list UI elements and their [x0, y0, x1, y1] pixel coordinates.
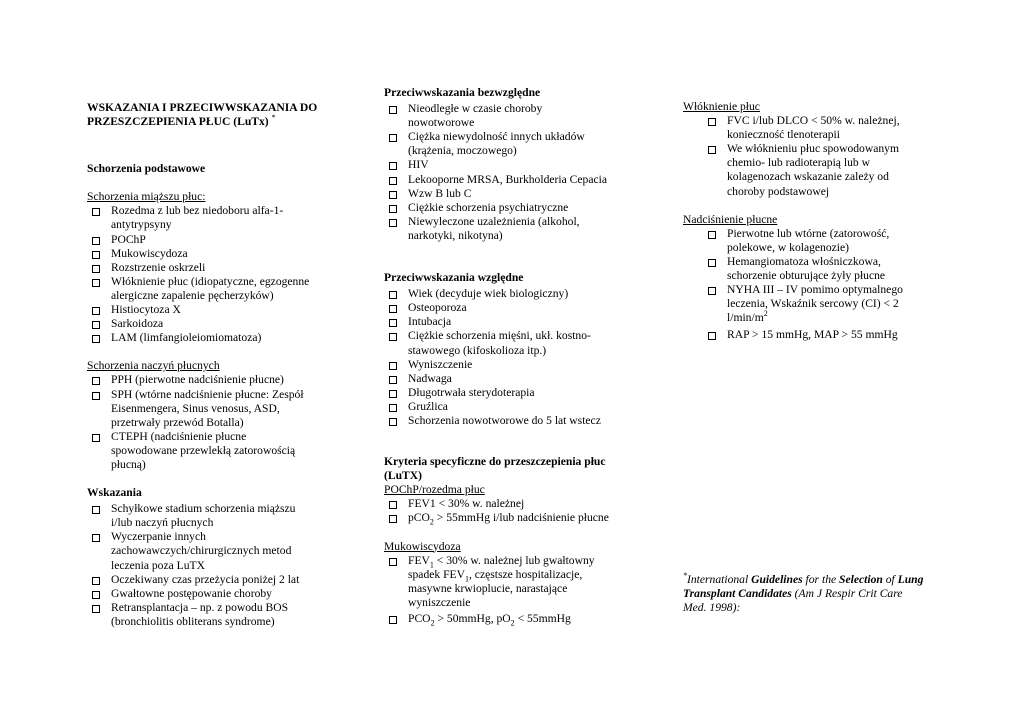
- checkbox-icon: [389, 162, 397, 170]
- list-item: [408, 215, 654, 243]
- checkbox-icon: [389, 376, 397, 384]
- list-item: [727, 328, 943, 342]
- item-text: nowotworowe: [408, 116, 475, 130]
- group-heading: Nadciśnienie płucne: [683, 212, 778, 226]
- list-item: [408, 201, 654, 215]
- item-text: We włóknieniu płuc spowodowanym: [727, 142, 899, 156]
- checkbox-icon: [708, 231, 716, 239]
- group-heading: Mukowiscydoza: [384, 539, 461, 553]
- footnote-text: Transplant Candidates: [683, 587, 792, 601]
- list-item: [727, 114, 943, 142]
- list-item: [111, 530, 347, 572]
- item-text: Mukowiscydoza: [111, 246, 188, 260]
- list-item: [408, 315, 654, 329]
- item-text: FVC i/lub DLCO < 50% w. należnej,: [727, 114, 900, 128]
- list-item: [727, 255, 943, 283]
- list-item: [111, 303, 347, 317]
- item-text: Intubacja: [408, 315, 452, 329]
- item-text: Nadwaga: [408, 371, 452, 385]
- list-item: [111, 275, 347, 303]
- checkbox-icon: [92, 237, 100, 245]
- list-item: [408, 400, 654, 414]
- item-text: Histiocytoza X: [111, 303, 181, 317]
- list-item: [408, 301, 654, 315]
- list-item: [111, 430, 347, 472]
- item-text: pCO: [408, 511, 430, 525]
- list-item: [408, 372, 654, 386]
- checkbox-icon: [92, 307, 100, 315]
- checkbox-icon: [92, 279, 100, 287]
- footnote: [683, 573, 953, 615]
- checkbox-icon: [708, 146, 716, 154]
- item-text: spowodowane przewlekłą zatorowością: [111, 443, 296, 457]
- checkbox-icon: [708, 332, 716, 340]
- item-text: Pierwotne lub wtórne (zatorowość,: [727, 226, 890, 240]
- item-text: Lekooporne MRSA, Burkholderia Cepacia: [408, 172, 607, 186]
- item-text: Sarkoidoza: [111, 317, 164, 331]
- item-text: antytrypsyny: [111, 218, 172, 232]
- checkbox-icon: [389, 205, 397, 213]
- item-text: SPH (wtórne nadciśnienie płucne: Zespół: [111, 387, 304, 401]
- checkbox-icon: [389, 333, 397, 341]
- item-text: Niewyleczone uzależnienia (alkohol,: [408, 214, 580, 228]
- item-text: choroby podstawowej: [727, 184, 830, 198]
- item-text: polekowe, w kolagenozie): [727, 240, 850, 254]
- checkbox-icon: [92, 208, 100, 216]
- footnote-text: Med. 1998):: [683, 601, 741, 615]
- document-title: [87, 101, 347, 129]
- checkbox-icon: [92, 265, 100, 273]
- list-item: [408, 102, 654, 130]
- item-text: Wzw B lub C: [408, 186, 472, 200]
- footnote-text: for the: [802, 573, 840, 586]
- list-item: [111, 247, 347, 261]
- item-text: Gruźlica: [408, 399, 448, 413]
- footnote-text: Lung: [897, 573, 924, 586]
- checkbox-icon: [389, 219, 397, 227]
- section-heading: Wskazania: [87, 486, 142, 500]
- item-text: wyniszczenie: [408, 595, 471, 609]
- checkbox-icon: [92, 577, 100, 585]
- item-text: < 30% w. należnej lub gwałtowny: [433, 553, 595, 567]
- superscript: 2: [763, 309, 768, 319]
- subscript: 2: [429, 517, 434, 527]
- list: [408, 287, 654, 428]
- item-text: Nieodległe w czasie choroby: [408, 102, 543, 116]
- list: [408, 554, 654, 626]
- item-text: LAM (limfangioleiomiomatoza): [111, 331, 262, 345]
- checkbox-icon: [92, 534, 100, 542]
- item-text: RAP > 15 mmHg, MAP > 55 mmHg: [727, 328, 898, 342]
- item-text: POChP: [111, 232, 146, 246]
- list-item: [111, 502, 347, 530]
- title-line-2: PRZESZCZEPIENIA PŁUC (LuTx): [87, 115, 269, 129]
- subscript: 1: [465, 574, 469, 584]
- list-item: [111, 587, 347, 601]
- group-heading: Schorzenia miąższu płuc:: [87, 190, 206, 204]
- checkbox-icon: [708, 118, 716, 126]
- list-item: [111, 388, 347, 430]
- list-item: [111, 261, 347, 275]
- footnote-text: Guidelines: [751, 573, 803, 586]
- section-heading: [384, 455, 654, 483]
- item-text: Oczekiwany czas przeżycia poniżej 2 lat: [111, 572, 300, 586]
- heading-line: Kryteria specyficzne do przeszczepienia płuc: [384, 455, 606, 469]
- list-item: [111, 331, 347, 345]
- subscript: 2: [510, 618, 515, 628]
- item-text: Osteoporoza: [408, 301, 467, 315]
- item-text: FEV: [408, 553, 430, 567]
- column-right: [683, 100, 943, 343]
- group-heading: Schorzenia naczyń płucnych: [87, 359, 220, 373]
- section-heading: Schorzenia podstawowe: [87, 162, 206, 176]
- section-heading: Przeciwwskazania bezwzględne: [384, 86, 541, 99]
- list-item: [408, 287, 654, 301]
- item-text: leczenia, Wskaźnik sercowy (CI) < 2: [727, 297, 899, 311]
- item-text: Rozstrzenie oskrzeli: [111, 260, 206, 274]
- footnote-text: (Am J Respir Crit Care: [791, 587, 903, 601]
- item-text: płucną): [111, 457, 146, 471]
- item-text: Hemangiomatoza włośniczkowa,: [727, 254, 881, 268]
- list-item: [408, 386, 654, 400]
- item-text: alergiczne zapalenie pęcherzyków): [111, 288, 274, 302]
- checkbox-icon: [389, 319, 397, 327]
- subscript: 1: [429, 559, 434, 569]
- item-text: Schorzenia nowotworowe do 5 lat wstecz: [408, 413, 601, 427]
- item-text: chemio- lub radioterapią lub w: [727, 156, 870, 170]
- item-text: Wyczerpanie innych: [111, 530, 206, 544]
- item-text: konieczność tlenoterapii: [727, 128, 840, 142]
- list-item: [408, 329, 654, 357]
- checkbox-icon: [708, 287, 716, 295]
- list-item: [408, 612, 654, 626]
- item-text: PPH (pierwotne nadciśnienie płucne): [111, 373, 284, 387]
- footnote-text: of: [882, 573, 898, 586]
- list-item: [408, 414, 654, 428]
- column-middle: [384, 86, 654, 626]
- item-text: CTEPH (nadciśnienie płucne: [111, 429, 247, 443]
- checkbox-icon: [92, 506, 100, 514]
- item-text: Retransplantacja – np. z powodu BOS: [111, 600, 289, 614]
- checkbox-icon: [389, 515, 397, 523]
- item-text: narkotyki, nikotyna): [408, 228, 503, 242]
- item-text: stawowego (kifoskolioza itp.): [408, 343, 547, 357]
- checkbox-icon: [389, 501, 397, 509]
- item-text: , częstsze hospitalizacje,: [469, 567, 583, 581]
- list-item: [408, 497, 654, 511]
- title-line-1: WSKAZANIA I PRZECIWWSKAZANIA DO: [87, 101, 318, 114]
- item-text: spadek FEV: [408, 567, 465, 581]
- checkbox-icon: [92, 377, 100, 385]
- checkbox-icon: [389, 404, 397, 412]
- item-text: > 55mmHg i/lub nadciśnienie płucne: [433, 511, 609, 525]
- heading-line: (LuTX): [384, 469, 423, 483]
- checkbox-icon: [92, 434, 100, 442]
- item-text: (krążenia, moczowego): [408, 144, 517, 158]
- list-item: [111, 373, 347, 387]
- list: [111, 502, 347, 629]
- checkbox-icon: [389, 558, 397, 566]
- item-text: leczenia poza LuTX: [111, 558, 205, 572]
- list: [408, 497, 654, 525]
- footnote-text: International: [687, 573, 752, 586]
- checkbox-icon: [389, 177, 397, 185]
- footnote-text: Selection: [839, 573, 883, 586]
- item-text: Rozedma z lub bez niedoboru alfa-1-: [111, 204, 284, 218]
- checkbox-icon: [92, 605, 100, 613]
- section-heading: Przeciwwskazania względne: [384, 271, 524, 285]
- list-item: [727, 227, 943, 255]
- list: [408, 102, 654, 243]
- item-text: Gwałtowne postępowanie choroby: [111, 586, 272, 600]
- list-item: [408, 358, 654, 372]
- checkbox-icon: [389, 305, 397, 313]
- item-text: Ciężka niewydolność innych układów: [408, 130, 585, 144]
- checkbox-icon: [389, 390, 397, 398]
- checkbox-icon: [92, 392, 100, 400]
- subscript: 2: [430, 618, 435, 628]
- item-text: Ciężkie schorzenia psychiatryczne: [408, 200, 569, 214]
- item-text: > 50mmHg, pO: [434, 612, 511, 625]
- checkbox-icon: [389, 616, 397, 624]
- item-text: Ciężkie schorzenia mięśni, ukł. kostno-: [408, 329, 591, 343]
- list-item: [408, 173, 654, 187]
- list-item: [111, 233, 347, 247]
- checkbox-icon: [92, 591, 100, 599]
- item-text: FEV1 < 30% w. należnej: [408, 497, 525, 511]
- checkbox-icon: [389, 291, 397, 299]
- checkbox-icon: [92, 251, 100, 259]
- item-text: Długotrwała sterydoterapia: [408, 385, 535, 399]
- item-text: przetrwały przewód Botalla): [111, 415, 244, 429]
- title-footnote-mark: *: [271, 113, 276, 123]
- footnote-mark: *: [683, 571, 687, 581]
- checkbox-icon: [389, 106, 397, 114]
- group-heading: Włóknienie płuc: [683, 100, 760, 113]
- list-item: [111, 573, 347, 587]
- list: [727, 283, 943, 342]
- checkbox-icon: [389, 191, 397, 199]
- item-text: Wyniszczenie: [408, 357, 473, 371]
- list-item: [111, 317, 347, 331]
- list-item: [111, 204, 347, 232]
- item-text: zachowawczych/chirurgicznych metod: [111, 544, 292, 558]
- list: [727, 114, 943, 199]
- checkbox-icon: [389, 134, 397, 142]
- list-item: [408, 554, 654, 610]
- list: [727, 227, 943, 283]
- checkbox-icon: [389, 362, 397, 370]
- item-text: Schyłkowe stadium schorzenia miąższu: [111, 502, 296, 516]
- item-text: Eisenmengera, Sinus venosus, ASD,: [111, 401, 280, 415]
- item-text: PCO: [408, 612, 431, 625]
- item-text: l/min/m: [727, 311, 764, 325]
- item-text: NYHA III – IV pomimo optymalnego: [727, 283, 903, 297]
- column-left: [87, 101, 347, 629]
- item-text: Włóknienie płuc (idiopatyczne, egzogenne: [111, 274, 310, 288]
- item-text: i/lub naczyń płucnych: [111, 516, 214, 530]
- list-item: [408, 511, 654, 525]
- item-text: (bronchiolitis obliterans syndrome): [111, 614, 275, 628]
- item-text: Wiek (decyduje wiek biologiczny): [408, 287, 569, 301]
- group-heading: POChP/rozedma płuc: [384, 483, 485, 497]
- list-item: [408, 130, 654, 158]
- item-text: < 55mmHg: [514, 612, 571, 625]
- list-item: [408, 187, 654, 201]
- list-item: [408, 158, 654, 172]
- item-text: kolagenozach wskazanie zależy od: [727, 170, 889, 184]
- checkbox-icon: [92, 321, 100, 329]
- checkbox-icon: [389, 418, 397, 426]
- item-text: masywne krwioplucie, narastające: [408, 581, 568, 595]
- list-item: [727, 142, 943, 198]
- item-text: HIV: [408, 158, 429, 172]
- list-item: [727, 283, 943, 325]
- checkbox-icon: [92, 335, 100, 343]
- list-item: [111, 601, 347, 629]
- list: [111, 204, 347, 345]
- checkbox-icon: [708, 259, 716, 267]
- list: [111, 373, 347, 472]
- item-text: schorzenie obturujące żyły płucne: [727, 269, 886, 283]
